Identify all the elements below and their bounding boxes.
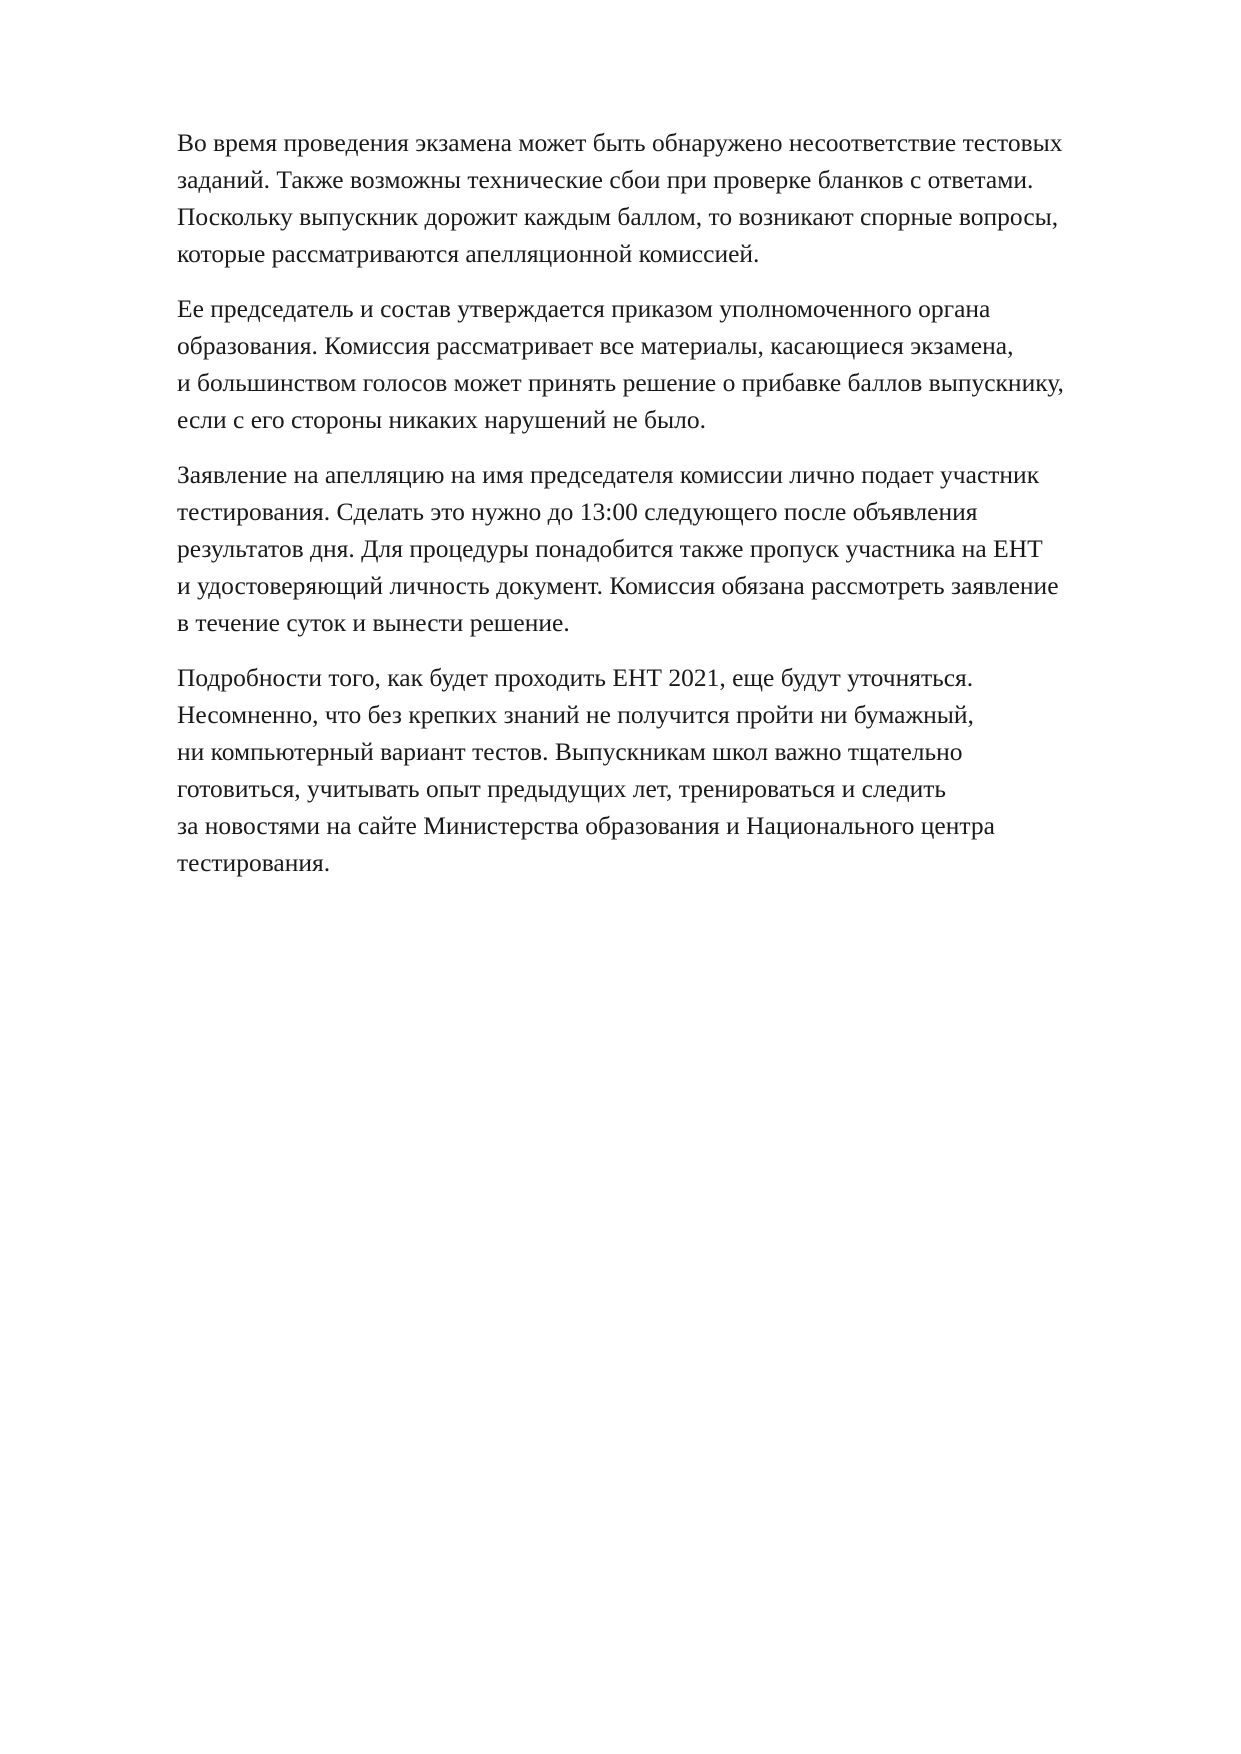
text-line: образования. Комиссия рассматривает все материалы, касающиеся экзамена, xyxy=(177,331,1014,360)
text-line: если с его стороны никаких нарушений не было. xyxy=(177,405,706,434)
paragraph-application xyxy=(177,456,1137,641)
text-line: ни компьютерный вариант тестов. Выпускникам школ важно тщательно xyxy=(177,737,963,766)
text-line: заданий. Также возможны технические сбои при проверке бланков с ответами. xyxy=(177,165,1034,194)
text-line: Поскольку выпускник дорожит каждым баллом, то возникают спорные вопросы, xyxy=(177,202,1059,231)
text-line: тестирования. Сделать это нужно до 13:00 следующего после объявления xyxy=(177,497,978,526)
paragraph-conclusion xyxy=(177,659,1137,881)
text-line: Заявление на апелляцию на имя председателя комиссии лично подает участник xyxy=(177,460,1040,489)
text-line: Ее председатель и состав утверждается приказом уполномоченного органа xyxy=(177,294,991,323)
document-page xyxy=(177,124,1137,899)
text-line: готовиться, учитывать опыт предыдущих лет, тренироваться и следить xyxy=(177,774,947,803)
text-line: которые рассматриваются апелляционной комиссией. xyxy=(177,239,760,268)
text-line: тестирования. xyxy=(177,848,331,877)
text-line: и удостоверяющий личность документ. Комиссия обязана рассмотреть заявление xyxy=(177,571,1059,600)
text-line: в течение суток и вынести решение. xyxy=(177,608,570,637)
paragraph-appeal-reasons xyxy=(177,124,1137,272)
text-line: результатов дня. Для процедуры понадобится также пропуск участника на ЕНТ xyxy=(177,534,1043,563)
paragraph-commission xyxy=(177,290,1137,438)
text-line: Несомненно, что без крепких знаний не получится пройти ни бумажный, xyxy=(177,700,974,729)
text-line: и большинством голосов может принять решение о прибавке баллов выпускнику, xyxy=(177,368,1064,397)
text-line: Подробности того, как будет проходить ЕНТ 2021, еще будут уточняться. xyxy=(177,663,974,692)
text-line: за новостями на сайте Министерства образования и Национального центра xyxy=(177,811,995,840)
text-line: Во время проведения экзамена может быть обнаружено несоответствие тестовых xyxy=(177,128,1063,157)
